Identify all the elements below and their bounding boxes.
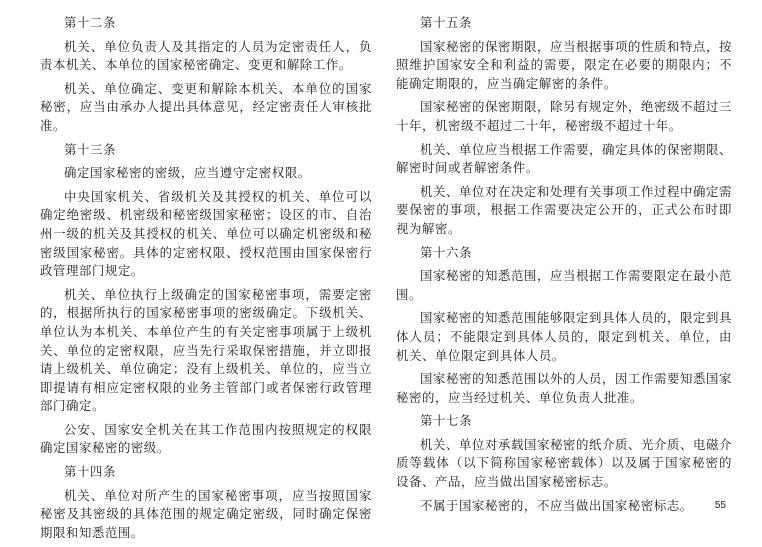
article-paragraph: 国家秘密的知悉范围以外的人员，因工作需要知悉国家秘密的，应当经过机关、单位负责人批准。 <box>396 371 732 405</box>
article-heading: 第十二条 <box>64 15 116 30</box>
article-paragraph: 机关、单位对承载国家秘密的纸介质、光介质、电磁介质等载体（以下简称国家秘密载体）以及属于国家秘密的设备、产品，应当做出国家秘密标志。 <box>396 436 732 490</box>
article-paragraph: 不属于国家秘密的，不应当做出国家秘密标志。 <box>420 497 693 513</box>
article-heading: 第十六条 <box>420 244 472 260</box>
article-paragraph: 国家秘密的知悉范围，应当根据工作需要限定在最小范围。 <box>396 268 732 302</box>
article-paragraph: 机关、单位对在决定和处理有关事项工作过程中确定需要保密的事项，根据工作需要决定公开的，正式公布时即视为解密。 <box>396 183 732 236</box>
article-paragraph: 机关、单位确定、变更和解除本机关、本单位的国家秘密，应当由承办人提出具体意见，经定密责任人审核批准。 <box>40 80 372 133</box>
article-heading: 第十三条 <box>64 141 116 157</box>
article-paragraph: 确定国家秘密的密级，应当遵守定密权限。 <box>64 165 311 181</box>
article-paragraph: 公安、国家安全机关在其工作范围内按照规定的权限确定国家秘密的密级。 <box>40 421 372 456</box>
article-heading: 第十五条 <box>420 15 472 30</box>
article-paragraph: 机关、单位执行上级确定的国家秘密事项，需要定密的，根据所执行的国家秘密事项的密级确定。下级机关、单位认为本机关、本单位产生的有关定密事项属于上级机关、单位的定密权限，应当先行采取保密措施，并立即报请上级机关、单位确定；没有上级机关、单位的，应当立即提请有相应定密权限的业务主管部门或者保密行政管理部门确定。 <box>40 286 372 414</box>
article-paragraph: 国家秘密的保密期限，应当根据事项的性质和特点，按照维护国家安全和利益的需要，限定在必要的期限内；不能确定期限的，应当确定解密的条件。 <box>396 38 732 91</box>
page-number: 55 <box>714 500 726 511</box>
right-column <box>396 14 732 520</box>
article-paragraph: 机关、单位对所产生的国家秘密事项，应当按照国家秘密及其密级的具体范围的规定确定密级，同时确定保密期限和知悉范围。 <box>40 487 372 540</box>
article-paragraph: 中央国家机关、省级机关及其授权的机关、单位可以确定绝密级、机密级和秘密级国家秘密；设区的市、自治州一级的机关及其授权的机关、单位可以确定机密级和秘密级国家秘密。具体的定密权限、授权范围由国家保密行政管理部门规定。 <box>40 188 372 279</box>
article-paragraph: 机关、单位负责人及其指定的人员为定密责任人，负责本机关、本单位的国家秘密确定、变更和解除工作。 <box>40 38 372 73</box>
left-column <box>40 14 372 547</box>
article-heading: 第十四条 <box>64 464 116 480</box>
article-heading: 第十七条 <box>420 413 472 429</box>
article-paragraph: 国家秘密的保密期限，除另有规定外，绝密级不超过三十年，机密级不超过二十年，秘密级不超过十年。 <box>396 99 732 133</box>
article-paragraph: 机关、单位应当根据工作需要，确定具体的保密期限、解密时间或者解密条件。 <box>396 141 732 176</box>
article-paragraph: 国家秘密的知悉范围能够限定到具体人员的，限定到具体人员；不能限定到具体人员的，限定到机关、单位，由机关、单位限定到具体人员。 <box>396 310 732 363</box>
